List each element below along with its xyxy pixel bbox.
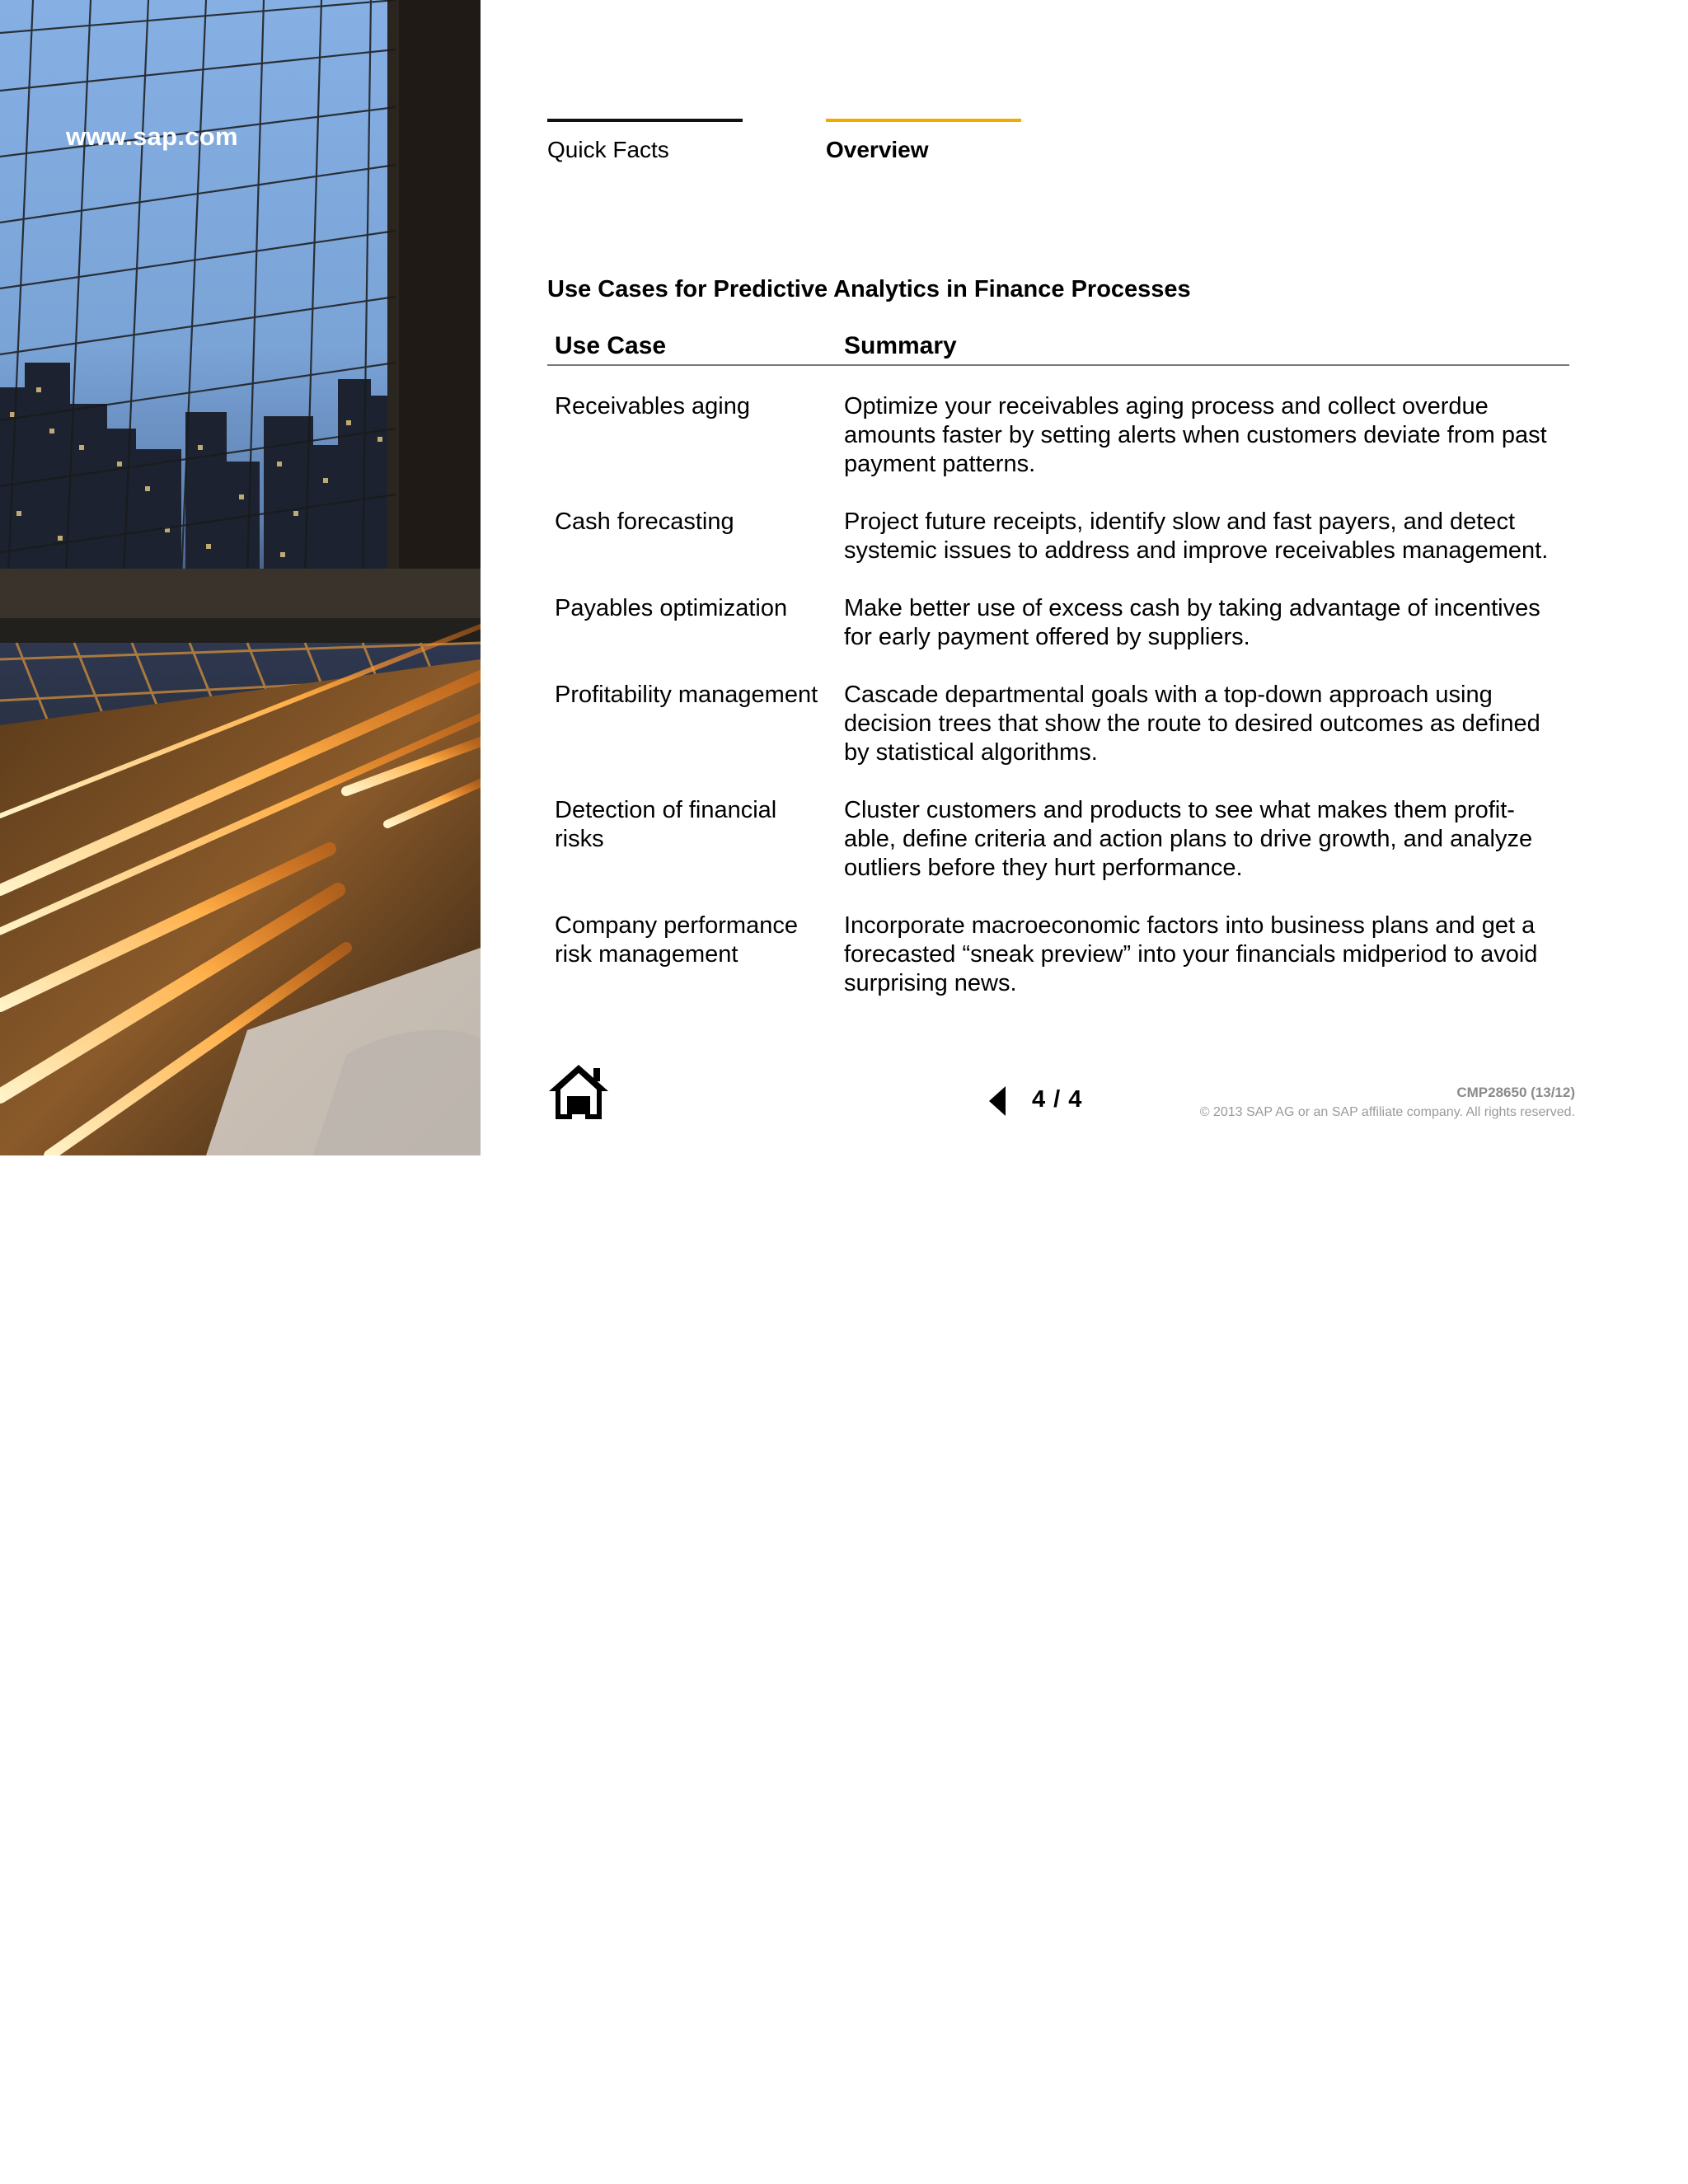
use-case-cell: Payables optimization	[555, 595, 788, 621]
page-indicator: 4 / 4	[1032, 1086, 1083, 1113]
table-row	[547, 681, 1569, 796]
table-row	[547, 912, 1569, 1027]
use-case-cell: Company performance risk management	[555, 912, 798, 968]
cover-photo	[0, 0, 481, 1155]
table-header-row	[547, 330, 1569, 365]
previous-page-button[interactable]	[986, 1085, 1009, 1118]
table-row	[547, 392, 1569, 508]
use-case-table	[547, 330, 1569, 1027]
triangle-left-icon	[986, 1085, 1009, 1118]
document-code: CMP28650 (13/12)	[1456, 1085, 1575, 1100]
site-url[interactable]: www.sap.com	[66, 122, 238, 151]
summary-cell: Incorporate macroeconomic factors into business plans and get a forecasted “sneak preview” into your financials midperiod to avoid surprising news.	[844, 912, 1538, 996]
page-title: Use Cases for Predictive Analytics in Finance Processes	[547, 276, 1191, 302]
summary-cell: Project future receipts, identify slow and fast payers, and detect systemic issues to address and improve receivables management.	[844, 509, 1549, 564]
summary-cell: Make better use of excess cash by taking advantage of incentives for early payment offered by suppliers.	[844, 595, 1540, 650]
home-button[interactable]	[547, 1062, 610, 1121]
table-row	[547, 508, 1569, 594]
bridge-night-illustration	[0, 0, 481, 1155]
summary-cell: Cluster customers and products to see what makes them profit-able, define criteria and action plans to drive growth, and analyze outliers before they hurt performance.	[844, 797, 1533, 881]
column-header-use-case: Use Case	[547, 330, 837, 365]
copyright-notice: © 2013 SAP AG or an SAP affiliate company. All rights reserved.	[1199, 1105, 1575, 1119]
summary-cell: Optimize your receivables aging process and collect overdue amounts faster by setting alerts when customers deviate from past payment patterns.	[844, 393, 1547, 477]
use-case-cell: Cash forecasting	[555, 509, 734, 535]
column-header-summary: Summary	[837, 330, 1569, 365]
table-row	[547, 796, 1569, 912]
home-icon	[547, 1062, 610, 1121]
tab-overview[interactable]: Overview	[826, 119, 1021, 165]
table-row	[547, 594, 1569, 681]
use-case-cell: Detection of financial risks	[555, 797, 777, 852]
summary-cell: Cascade departmental goals with a top-down approach using decision trees that show the route to desired outcomes as defined by statistical algorithms.	[844, 682, 1540, 766]
use-case-cell: Receivables aging	[555, 393, 750, 419]
use-case-cell: Profitability management	[555, 682, 818, 708]
tab-quick-facts[interactable]: Quick Facts	[547, 119, 743, 165]
